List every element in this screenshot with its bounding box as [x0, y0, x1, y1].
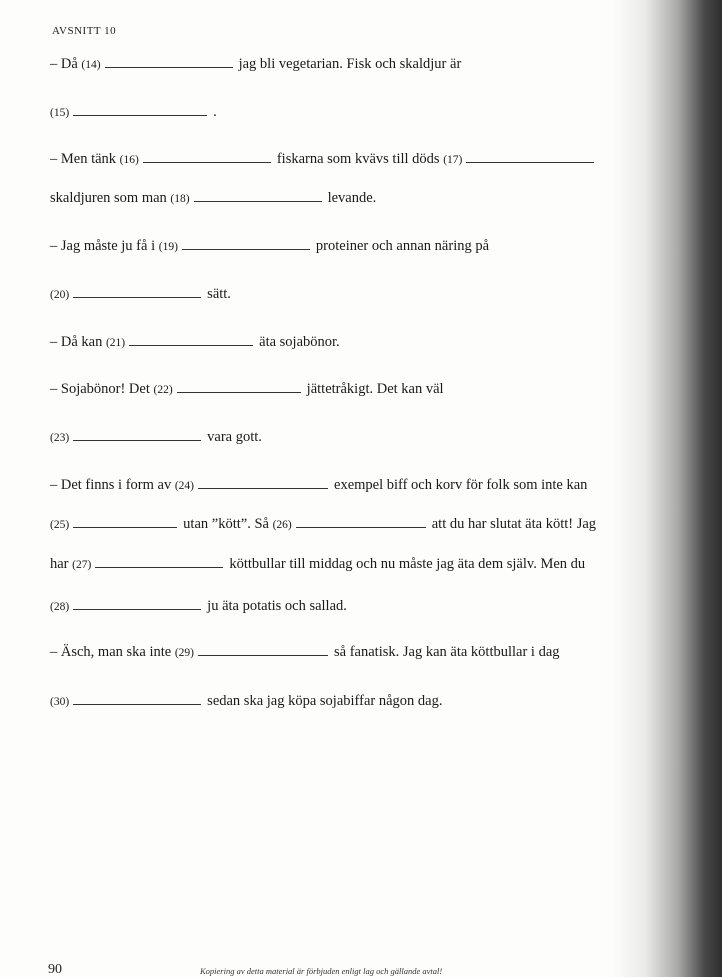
blank-number: (18) — [170, 193, 190, 205]
line-text: – Jag måste ju få i — [50, 238, 159, 254]
answer-blank[interactable] — [73, 103, 207, 116]
exercise-line — [50, 597, 347, 615]
exercise-line — [50, 643, 560, 661]
line-text: jag bli vegetarian. Fisk och skaldjur är — [238, 56, 462, 72]
blank-number: (19) — [158, 241, 178, 253]
line-text: – Det finns i form av — [50, 477, 175, 493]
line-text: – Men tänk — [50, 151, 120, 167]
blank-number: (28) — [50, 601, 70, 613]
line-text: jättetråkigt. Det kan väl — [306, 381, 444, 397]
blank-number: (16) — [119, 154, 139, 166]
blank-number: (25) — [50, 519, 70, 531]
line-text: skaldjuren som man — [50, 190, 171, 206]
line-text: att du har slutat äta kött! Jag — [431, 516, 597, 532]
line-text: sedan ska jag köpa sojabiffar någon dag. — [207, 693, 443, 709]
page-number: 90 — [48, 962, 62, 977]
line-text: sätt. — [207, 286, 231, 302]
exercise-line — [50, 380, 444, 398]
section-header: AVSNITT 10 — [52, 25, 117, 37]
answer-blank[interactable] — [194, 189, 322, 202]
exercise-line — [50, 333, 340, 351]
line-text: äta sojabönor. — [259, 334, 340, 350]
answer-blank[interactable] — [73, 285, 201, 298]
page-gutter-shadow — [612, 0, 722, 977]
answer-blank[interactable] — [129, 333, 253, 346]
exercise-line — [50, 55, 461, 73]
answer-blank[interactable] — [73, 597, 201, 610]
line-text: – Då — [50, 56, 82, 72]
exercise-line — [50, 285, 231, 303]
line-text: exempel biff och korv för folk som inte kan — [334, 477, 588, 493]
copyright-note: Kopiering av detta material är förbjuden enligt lag och gällande avtal! — [200, 966, 443, 976]
answer-blank[interactable] — [143, 150, 271, 163]
blank-number: (23) — [50, 432, 70, 444]
blank-number: (30) — [50, 696, 70, 708]
answer-blank[interactable] — [105, 55, 233, 68]
exercise-line — [50, 103, 217, 121]
answer-blank[interactable] — [73, 515, 177, 528]
line-text: så fanatisk. Jag kan äta köttbullar i dag — [334, 644, 560, 660]
exercise-line — [50, 189, 376, 207]
line-text: – Sojabönor! Det — [50, 381, 154, 397]
exercise-line — [50, 428, 262, 446]
blank-number: (27) — [72, 559, 92, 571]
blank-number: (21) — [105, 337, 126, 349]
answer-blank[interactable] — [95, 555, 223, 568]
line-text: levande. — [327, 190, 377, 206]
exercise-line — [50, 150, 600, 168]
blank-number: (24) — [174, 480, 195, 492]
answer-blank[interactable] — [73, 692, 201, 705]
answer-blank[interactable] — [73, 428, 201, 441]
blank-number: (22) — [153, 384, 173, 396]
exercise-line — [50, 555, 585, 573]
exercise-line — [50, 237, 489, 255]
line-text: – Äsch, man ska inte — [50, 644, 175, 660]
line-text: har — [50, 556, 73, 572]
answer-blank[interactable] — [182, 237, 310, 250]
exercise-line — [50, 692, 442, 710]
exercise-line — [50, 476, 587, 494]
line-text: vara gott. — [207, 429, 262, 445]
line-text: utan ”kött”. Så — [183, 516, 273, 532]
answer-blank[interactable] — [177, 380, 301, 393]
answer-blank[interactable] — [296, 515, 426, 528]
blank-number: (20) — [50, 289, 70, 301]
blank-number: (29) — [174, 647, 195, 659]
blank-number: (17) — [443, 154, 463, 166]
line-text: – Då kan — [50, 334, 106, 350]
line-text: ju äta potatis och sallad. — [207, 598, 347, 614]
line-text: . — [213, 104, 217, 120]
answer-blank[interactable] — [198, 643, 328, 656]
blank-number: (15) — [50, 107, 70, 119]
answer-blank[interactable] — [466, 150, 594, 163]
line-text: köttbullar till middag och nu måste jag äta dem själv. Men du — [229, 556, 586, 572]
line-text: fiskarna som kvävs till döds — [276, 151, 444, 167]
exercise-line — [50, 515, 596, 533]
answer-blank[interactable] — [198, 476, 328, 489]
blank-number: (14) — [81, 59, 101, 71]
blank-number: (26) — [272, 519, 292, 531]
line-text: proteiner och annan näring på — [315, 238, 490, 254]
